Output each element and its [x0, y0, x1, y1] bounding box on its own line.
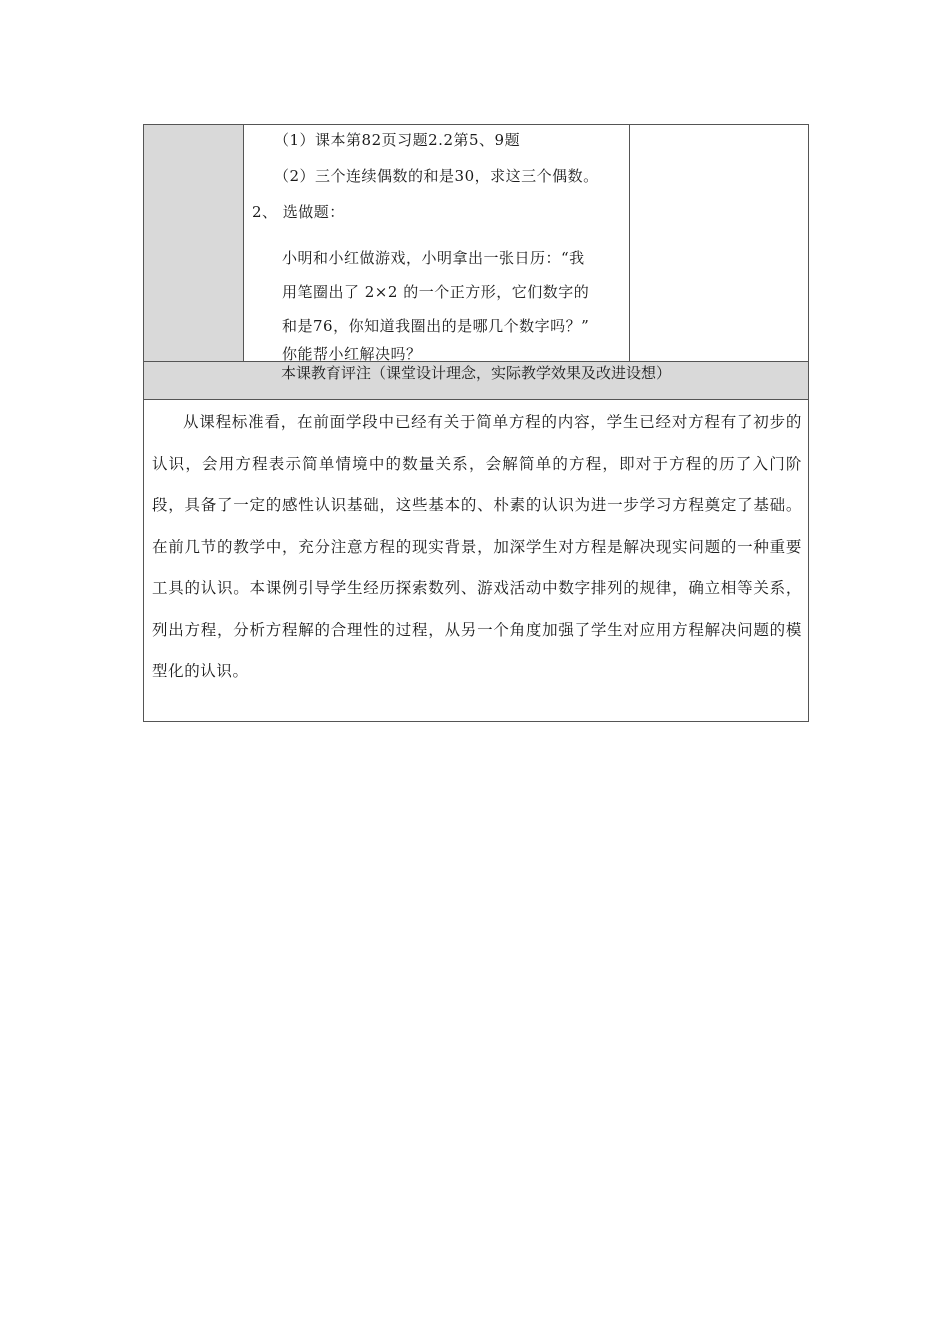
optional-line-4: 你能帮小红解决吗？: [282, 345, 422, 362]
row-label-cell: [144, 125, 244, 362]
optional-line-1: 小明和小红做游戏，小明拿出一张日历：“我: [282, 249, 585, 267]
homework-cell: [244, 125, 630, 362]
homework-row: [144, 125, 809, 362]
optional-line-3: 和是76，你知道我圈出的是哪几个数字吗？”: [282, 317, 590, 335]
optional-heading: 2、 选做题：: [252, 203, 345, 221]
homework-item-2: （2）三个连续偶数的和是30，求这三个偶数。: [274, 167, 599, 185]
remarks-cell: [630, 125, 809, 362]
lesson-table: [143, 124, 809, 722]
optional-line-2: 用笔圈出了 2×2 的一个正方形，它们数字的: [282, 283, 590, 301]
reflection-paragraph: 从课程标准看，在前面学段中已经有关于简单方程的内容，学生已经对方程有了初步的认识，会用方程表示简单情境中的数量关系，会解简单的方程，即对于方程的历了入门阶段，具备了一定的感性认识基础，这些基本的、朴素的认识为进一步学习方程奠定了基础。在前几节的教学中，充分注意方程的现实背景，加深学生对方程是解决现实问题的一种重要工具的认识。本课例引导学生经历探索数列、游戏活动中数字排列的规律，确立相等关系，列出方程，分析方程解的合理性的过程，从另一个角度加强了学生对应用方程解决问题的模型化的认识。: [152, 413, 802, 680]
homework-item-1: （1）课本第82页习题2.2第5、9题: [274, 131, 521, 149]
reflection-header: 本课教育评注（课堂设计理念，实际教学效果及改进设想）: [144, 362, 809, 400]
reflection-header-row: [144, 362, 809, 400]
reflection-body-row: [144, 400, 809, 722]
reflection-cell: [144, 400, 809, 722]
